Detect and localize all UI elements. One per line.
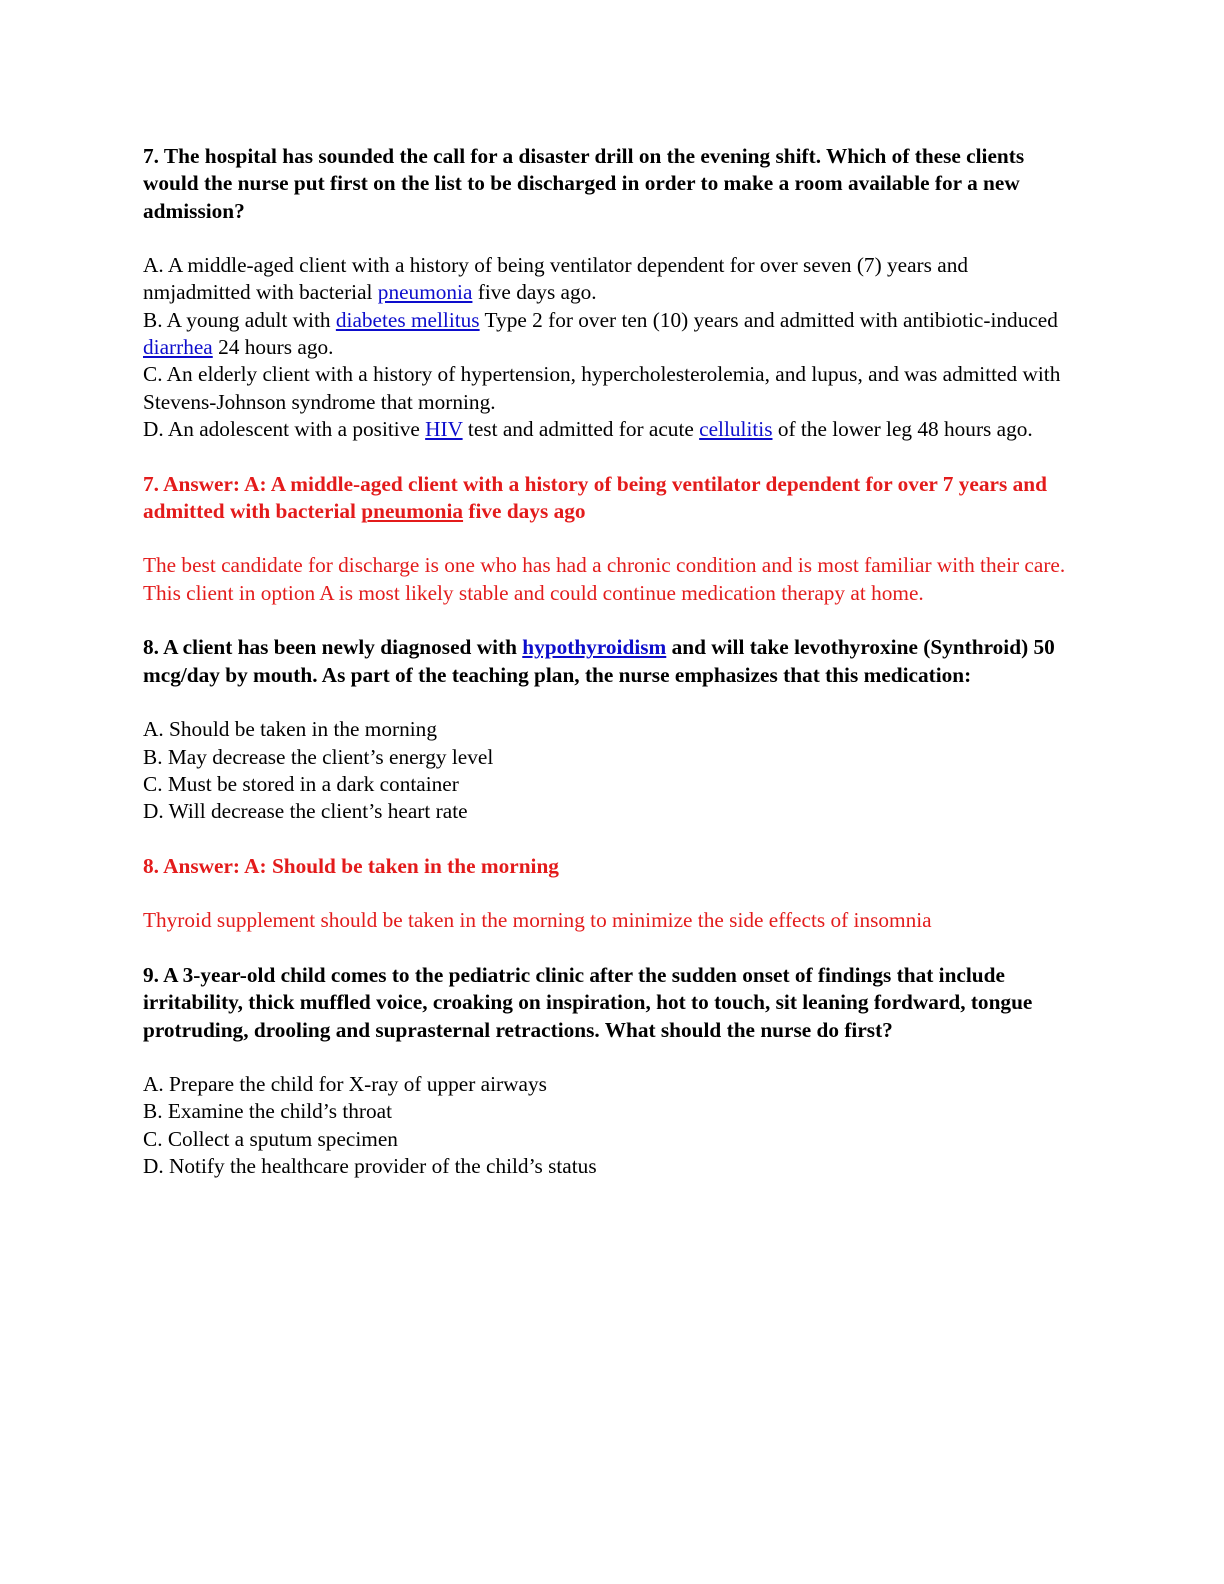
link-diabetes-mellitus[interactable]: diabetes mellitus xyxy=(335,307,480,332)
option-8a: A. Should be taken in the morning xyxy=(143,717,437,742)
link-pneumonia-answer[interactable]: pneumonia xyxy=(361,498,464,523)
question-7: 7. The hospital has sounded the call for a disaster drill on the evening shift. Which of these clients would the nurse put first on the list to be discharged in order to make a room available for a new admission? xyxy=(143,144,1025,223)
question-8-options xyxy=(143,716,1073,825)
option-9a: A. Prepare the child for X-ray of upper airways xyxy=(143,1072,547,1097)
link-hypothyroidism[interactable]: hypothyroidism xyxy=(522,635,667,660)
option-text: Type 2 for over ten (10) years and admitted with antibiotic-induced xyxy=(479,307,1058,332)
option-text: A. A middle-aged client with a history of being ventilator dependent for over seven (7) years and nmjadmitted with bacterial xyxy=(143,253,969,305)
link-pneumonia[interactable]: pneumonia xyxy=(377,280,473,305)
option-9c: C. Collect a sputum specimen xyxy=(143,1126,398,1151)
explanation-8: Thyroid supplement should be taken in the morning to minimize the side effects of insomnia xyxy=(143,908,932,933)
option-text: 24 hours ago. xyxy=(212,335,334,360)
answer-8: 8. Answer: A: Should be taken in the morning xyxy=(143,853,559,878)
answer-7 xyxy=(143,471,1073,526)
question-text: 8. A client has been newly diagnosed with xyxy=(143,635,523,660)
option-7c: C. An elderly client with a history of hypertension, hypercholesterolemia, and lupus, and was admitted with Stevens-Johnson syndrome that morning. xyxy=(143,362,1061,414)
document-page xyxy=(143,143,1073,1208)
question-9-options xyxy=(143,1071,1073,1180)
link-cellulitis[interactable]: cellulitis xyxy=(699,416,773,441)
question-text: and will take levothyroxine (Synthroid) 50 mcg/day by mouth. As part of the teaching plan, the nurse emphasizes that this medication: xyxy=(143,635,1055,687)
question-9: 9. A 3-year-old child comes to the pediatric clinic after the sudden onset of findings that include irritability, thick muffled voice, croaking on inspiration, hot to touch, sit leaning fordward, tongue protruding, drooling and suprasternal retractions. What should the nurse do first? xyxy=(143,962,1033,1042)
option-8b: B. May decrease the client’s energy level xyxy=(143,744,494,769)
question-7-options xyxy=(143,252,1073,443)
option-8d: D. Will decrease the client’s heart rate xyxy=(143,799,468,824)
option-text: five days ago. xyxy=(472,280,597,305)
option-7b xyxy=(143,307,1073,362)
answer-text: five days ago xyxy=(463,498,586,523)
option-9d: D. Notify the healthcare provider of the child’s status xyxy=(143,1153,597,1178)
option-text: D. An adolescent with a positive xyxy=(143,416,426,441)
explanation-7: The best candidate for discharge is one who has had a chronic condition and is most familiar with their care. This client in option A is most likely stable and could continue medication therapy at home. xyxy=(143,553,1066,605)
answer-text: 7. Answer: A: A middle-aged client with a history of being ventilator dependent for over 7 years and admitted with bacterial xyxy=(143,471,1047,523)
option-7a xyxy=(143,252,1073,307)
link-hiv[interactable]: HIV xyxy=(425,416,463,441)
option-text: test and admitted for acute xyxy=(462,416,700,441)
question-8 xyxy=(143,634,1073,689)
link-diarrhea[interactable]: diarrhea xyxy=(143,335,213,360)
option-text: B. A young adult with xyxy=(143,307,336,332)
option-7d xyxy=(143,416,1073,443)
option-8c: C. Must be stored in a dark container xyxy=(143,771,459,796)
option-9b: B. Examine the child’s throat xyxy=(143,1099,393,1124)
option-text: of the lower leg 48 hours ago. xyxy=(772,416,1033,441)
